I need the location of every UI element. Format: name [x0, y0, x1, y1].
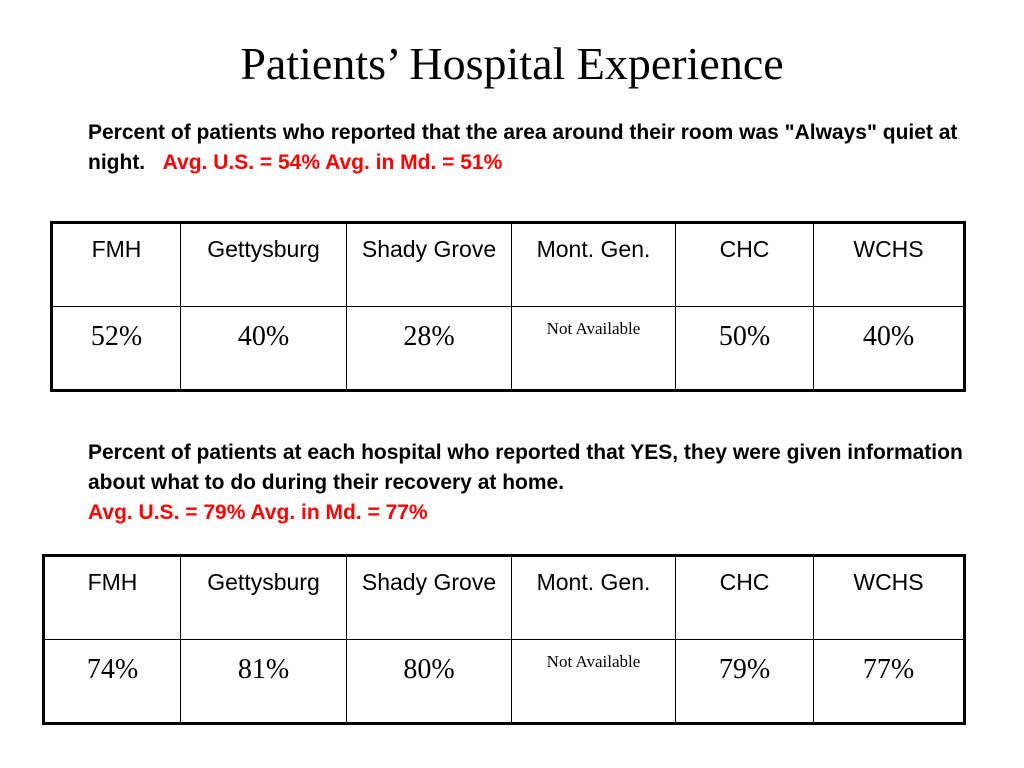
table-row — [44, 640, 965, 724]
header-shady-grove: Shady Grove — [347, 556, 512, 640]
header-gettysburg: Gettysburg — [181, 556, 347, 640]
recovery-info-average: Avg. U.S. = 79% Avg. in Md. = 77% — [88, 501, 428, 524]
value-shady-grove: 80% — [347, 640, 512, 724]
page-title: Patients’ Hospital Experience — [240, 38, 784, 89]
quiet-at-night-caption-text: Percent of patients who reported that the area around their room was "Always" quiet at night. — [88, 121, 958, 174]
table-row — [52, 307, 965, 391]
table-header-row — [52, 223, 965, 307]
value-wchs: 77% — [814, 640, 965, 724]
header-mont-gen: Mont. Gen. — [512, 556, 676, 640]
header-chc: CHC — [676, 556, 814, 640]
value-chc: 79% — [676, 640, 814, 724]
recovery-info-caption-text: Percent of patients at each hospital who reported that YES, they were given information about what to do during their recovery at home. — [88, 441, 963, 494]
value-fmh: 74% — [44, 640, 181, 724]
value-mont-gen: Not Available — [512, 640, 676, 724]
header-mont-gen: Mont. Gen. — [512, 223, 676, 307]
value-chc: 50% — [676, 307, 814, 391]
recovery-info-caption — [88, 438, 968, 528]
value-fmh: 52% — [52, 307, 181, 391]
value-gettysburg: 40% — [181, 307, 347, 391]
value-wchs: 40% — [814, 307, 965, 391]
header-fmh: FMH — [44, 556, 181, 640]
header-fmh: FMH — [52, 223, 181, 307]
quiet-at-night-caption — [88, 118, 968, 178]
quiet-at-night-table — [50, 221, 966, 392]
header-wchs: WCHS — [814, 556, 965, 640]
table-header-row — [44, 556, 965, 640]
header-wchs: WCHS — [814, 223, 965, 307]
value-mont-gen: Not Available — [512, 307, 676, 391]
value-gettysburg: 81% — [181, 640, 347, 724]
header-shady-grove: Shady Grove — [347, 223, 512, 307]
quiet-at-night-average: Avg. U.S. = 54% Avg. in Md. = 51% — [162, 151, 503, 174]
header-gettysburg: Gettysburg — [181, 223, 347, 307]
recovery-info-table — [42, 554, 966, 725]
header-chc: CHC — [676, 223, 814, 307]
value-shady-grove: 28% — [347, 307, 512, 391]
